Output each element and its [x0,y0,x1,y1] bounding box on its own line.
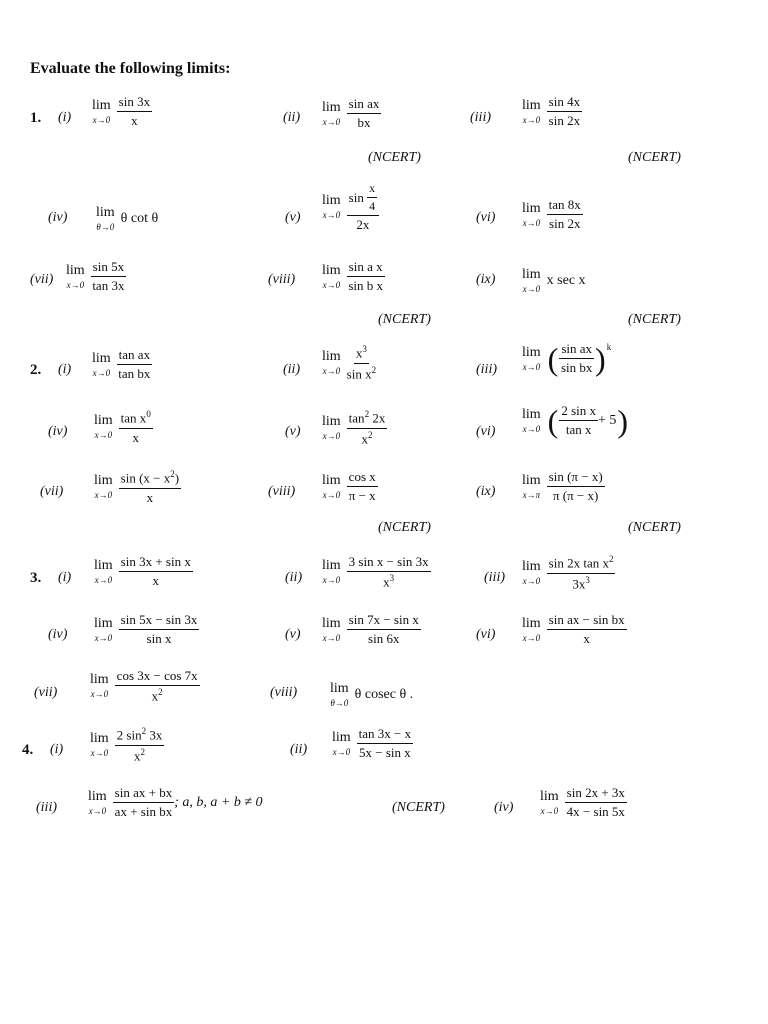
fraction: $\frac{\sin (\pi - x)}{\pi (\pi - x)}$ [548,469,603,504]
q3-v-label: (v) [285,627,301,642]
q2-viii-source: (NCERT) [378,520,431,535]
fraction: $\frac{\text{2 sin x}}{\text{tan x}}$ [561,403,596,438]
q1-viii-expression [322,260,385,294]
q3-viii-label: (viii) [270,685,298,700]
fraction: $\frac{\sin 2x \tan x^2}{3x^3}$ [548,554,614,591]
q4-iii-source: (NCERT) [392,800,445,815]
q4-ii-label: (ii) [290,742,308,757]
q1-i-expression [92,95,152,129]
q3-iii-expression [522,555,615,591]
fraction: $\frac{2 \sin^2 3x}{x^2}$ [116,726,163,763]
limit-operator: lim x→0 [322,193,341,221]
q2-ii-label: (ii) [283,362,301,377]
q4-iv-expression [540,786,627,820]
q2-viii-label: (viii) [268,484,296,499]
q3-iv-label: (iv) [48,627,68,642]
fraction: $\frac{\text{3 sin x − sin 3x}}{x^3}$ [348,554,429,590]
fraction: $\frac{\text{sin ax}}{\text{sin bx}}$ [560,341,593,376]
limit-operator: lim x→0 [66,262,85,290]
q1-viii-label: (viii) [268,272,296,287]
limit-operator: lim x→0 [322,615,341,643]
q3-vii-expression [90,669,200,704]
q4-i-expression [90,727,164,763]
q1-ii-expression [322,97,381,131]
limit-operator: lim x→0 [322,472,341,500]
question-4-number: 4. [22,742,34,758]
limit-operator: lim x→0 [332,729,351,757]
limit-operator: lim x→0 [522,344,541,372]
q3-vi-label: (vi) [476,627,496,642]
limit-operator: lim x→0 [92,97,111,125]
fraction: $\frac{\tan^2 2x}{x^2}$ [348,409,386,446]
q2-v-expression [322,410,387,446]
q3-viii-expression: lim θ→0 θ cosec θ . [330,681,414,708]
q1-ix-label: (ix) [476,272,496,287]
right-parenthesis: ) [595,340,606,377]
fraction: $\frac{\tan 3x - x}{\text{5x − sin x}}$ [358,726,412,761]
q2-iii-label: (iii) [476,362,497,377]
question-2-number: 2. [30,362,42,378]
q3-vi-expression [522,613,627,647]
fraction: $\frac{\text{sin a x}}{\text{sin b x}}$ [348,259,383,294]
limit-operator: lim x→0 [94,413,113,441]
q2-iv-label: (iv) [48,424,68,439]
limit-operator: lim x→0 [322,99,341,127]
q2-ix-label: (ix) [476,484,496,499]
limit-operator: lim x→0 [322,558,341,586]
q1-vi-expression [522,198,583,232]
q2-iii-expression [522,342,611,376]
fraction: $\frac{\sin 4x}{\sin 2x}$ [548,94,581,129]
q2-vi-label: (vi) [476,424,496,439]
fraction: $\frac{\sin 3x}{x}$ [118,94,151,129]
q1-vii-expression [66,260,126,294]
fraction: $\frac{\text{sin 7x − sin x}}{\sin 6x}$ [348,612,419,647]
limit-operator: lim x→0 [522,97,541,125]
q1-iv-expression: lim θ→0 θ cot θ [96,205,159,232]
fraction: $\frac{x^3}{\sin x^2}$ [346,344,377,381]
left-parenthesis: ( [547,340,559,377]
q1-ix-expression: lim x→0 x sec x [522,267,586,294]
q1-ii-source: (NCERT) [368,150,421,165]
q3-iv-expression [94,613,199,647]
q3-vii-label: (vii) [34,685,58,700]
fraction: sin $\frac{x}{4}$ 2x [347,182,379,233]
q1-vi-label: (vi) [476,210,496,225]
q1-viii-source: (NCERT) [378,312,431,327]
right-parenthesis: ) [617,402,629,439]
q1-iii-label: (iii) [470,110,491,125]
q2-ix-source: (NCERT) [628,520,681,535]
fraction: $\frac{\text{tan ax}}{\text{tan bx}}$ [118,347,151,382]
q2-iv-expression [94,410,153,445]
q2-ix-expression [522,470,605,504]
limit-operator: lim θ→0 [330,681,349,708]
q1-iii-expression [522,95,582,129]
page-heading: Evaluate the following limits: [30,60,231,77]
q3-i-label: (i) [58,570,72,585]
limit-operator: lim x→0 [88,788,107,816]
fraction: $\frac{\text{sin 3x + sin x}}{x}$ [120,554,191,589]
q4-iii-label: (iii) [36,800,57,815]
fraction: $\frac{\sin 5x - \sin 3x}{\text{sin x}}$ [120,612,198,647]
limit-operator: lim x→0 [522,615,541,643]
q1-ix-source: (NCERT) [628,312,681,327]
limit-operator: lim θ→0 [96,205,115,232]
limit-operator: lim x→0 [322,349,341,377]
fraction: $\frac{\sin 5x}{\tan 3x}$ [92,259,125,294]
q1-iv-label: (iv) [48,210,68,225]
fraction: $\frac{\sin (x - x^2)}{x}$ [120,469,180,505]
limit-operator: lim x→0 [94,473,113,501]
limit-operator: lim x→0 [94,557,113,585]
q1-i-label: (i) [58,110,72,125]
q4-iii-expression: lim x→0 $\frac{\text{sin ax + bx}}{\text{ax + sin bx}}$ ; a, b, a + b ≠ 0 [88,785,263,820]
fraction: $\frac{\sin 2x + 3x}{4x - \sin 5x}$ [566,785,625,820]
q2-vii-expression [94,470,181,505]
question-3-number: 3. [30,570,42,586]
fraction: $\frac{\tan 8x}{\sin 2x}$ [548,197,581,232]
question-1-number: 1. [30,110,42,126]
limit-operator: lim x→0 [522,267,541,294]
q3-v-expression [322,613,421,647]
fraction: $\frac{\cos 3x - \cos 7x}{x^2}$ [116,668,198,704]
q3-ii-expression [322,555,431,590]
q1-v-expression [322,182,379,233]
limit-operator: lim x→0 [540,788,559,816]
q1-vii-label: (vii) [30,272,54,287]
limit-operator: lim x→0 [522,406,541,434]
fraction: $\frac{\text{sin ax + bx}}{\text{ax + sin bx}}$ [114,785,173,820]
fraction: $\frac{\text{sin ax}}{bx}$ [348,96,380,131]
q1-iii-source: (NCERT) [628,150,681,165]
q2-v-label: (v) [285,424,301,439]
q2-i-label: (i) [58,362,72,377]
q2-ii-expression [322,345,376,381]
q1-v-label: (v) [285,210,301,225]
outer-exponent: k [606,342,612,352]
q3-iii-label: (iii) [484,570,505,585]
fraction: $\frac{\tan x^0}{x}$ [120,409,151,445]
q4-i-label: (i) [50,742,64,757]
q2-vi-expression: lim x→0 ( $\frac{\text{2 sin x}}{\text{tan x}}$ + 5 ) [522,402,629,439]
q3-ii-label: (ii) [285,570,303,585]
limit-operator: lim x→0 [94,615,113,643]
limit-operator: lim x→0 [522,200,541,228]
fraction: $\frac{\text{cos x}}{\pi - x}$ [348,469,376,504]
limit-operator: lim x→0 [92,350,111,378]
limit-operator: lim x→0 [322,414,341,442]
q1-ii-label: (ii) [283,110,301,125]
limit-operator: lim x→0 [522,559,541,587]
limit-operator: lim x→0 [90,672,109,700]
q2-i-expression [92,348,152,382]
q2-viii-expression [322,470,378,504]
fraction: $\frac{\text{sin ax − sin bx}}{x}$ [548,612,625,647]
limit-operator: lim x→0 [322,262,341,290]
q2-vii-label: (vii) [40,484,64,499]
q4-ii-expression [332,727,413,761]
q4-iv-label: (iv) [494,800,514,815]
limit-operator: lim x→π [522,472,541,500]
left-parenthesis: ( [547,402,559,439]
q3-i-expression [94,555,193,589]
limit-operator: lim x→0 [90,731,109,759]
